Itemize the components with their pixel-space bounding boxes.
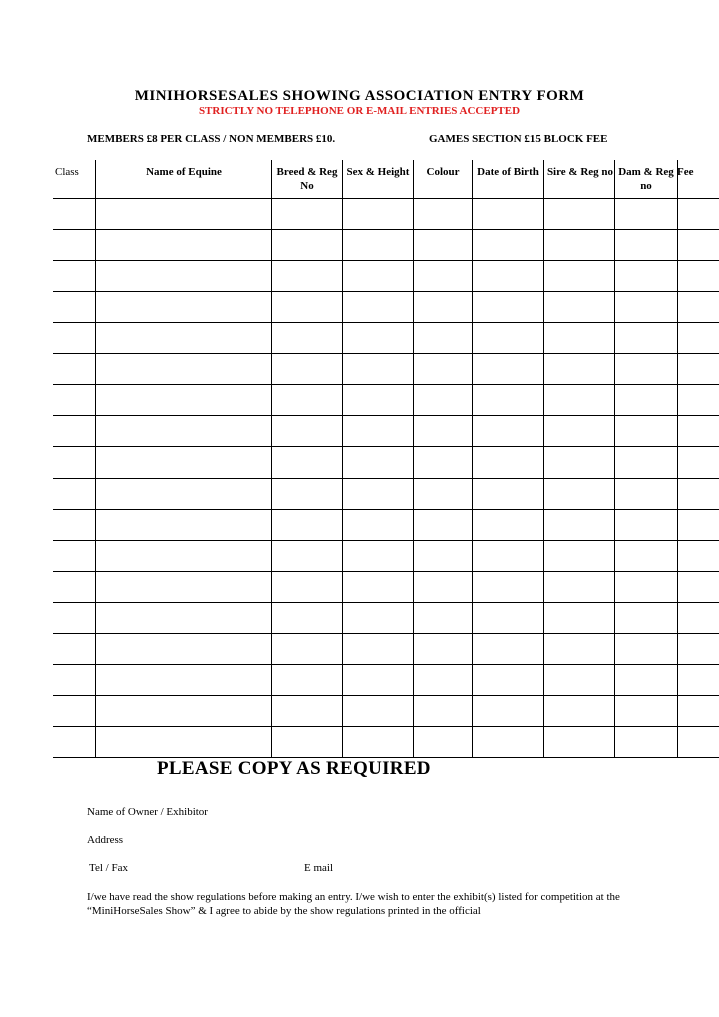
table-row[interactable] [53, 322, 719, 353]
owner-exhibitor-label: Name of Owner / Exhibitor [87, 806, 208, 818]
entry-table [53, 160, 719, 757]
table-row[interactable] [53, 602, 719, 633]
table-row[interactable] [53, 229, 719, 260]
table-row[interactable] [53, 726, 719, 757]
email-label: E mail [304, 862, 334, 874]
table-row[interactable] [53, 260, 719, 291]
column-header-date-of-birth: Date of Birth [477, 166, 539, 178]
table-row[interactable] [53, 291, 719, 322]
column-header-fee: Fee [677, 166, 694, 178]
table-row[interactable] [53, 384, 719, 415]
table-row[interactable] [53, 478, 719, 509]
table-row[interactable] [53, 415, 719, 446]
form-subtitle-warning: STRICTLY NO TELEPHONE OR E-MAIL ENTRIES ACCEPTED [198, 105, 521, 117]
table-row[interactable] [53, 353, 719, 384]
column-header-sex-height: Sex & Height [346, 166, 410, 178]
members-fee-text: MEMBERS £8 PER CLASS / NON MEMBERS £10. [87, 133, 336, 145]
column-header-class: Class [55, 166, 79, 178]
games-fee-text: GAMES SECTION £15 BLOCK FEE [429, 133, 608, 145]
table-row[interactable] [53, 571, 719, 602]
form-title: MINIHORSESALES SHOWING ASSOCIATION ENTRY FORM [134, 88, 585, 104]
column-header-name-of-equine: Name of Equine [146, 166, 222, 178]
column-header-colour: Colour [426, 166, 460, 178]
address-label: Address [87, 834, 124, 846]
column-header-breed-reg-no: Breed & Reg No [276, 166, 338, 192]
copy-note: PLEASE COPY AS REQUIRED [157, 758, 431, 779]
table-row[interactable] [53, 446, 719, 477]
column-header-dam-reg-no: Dam & Reg no [618, 166, 674, 192]
table-row[interactable] [53, 540, 719, 571]
table-row[interactable] [53, 695, 719, 726]
table-row[interactable] [53, 198, 719, 229]
tel-fax-label: Tel / Fax [89, 862, 128, 874]
table-row[interactable] [53, 664, 719, 695]
column-header-sire-reg-no: Sire & Reg no [546, 166, 614, 178]
table-row[interactable] [53, 633, 719, 664]
declaration-text: I/we have read the show regulations before making an entry. I/we wish to enter the exhibit(s) listed for competition at the “MiniHorseSales Show” & I agree to abide by the show regulations printed in the official [87, 891, 620, 917]
table-row[interactable] [53, 509, 719, 540]
